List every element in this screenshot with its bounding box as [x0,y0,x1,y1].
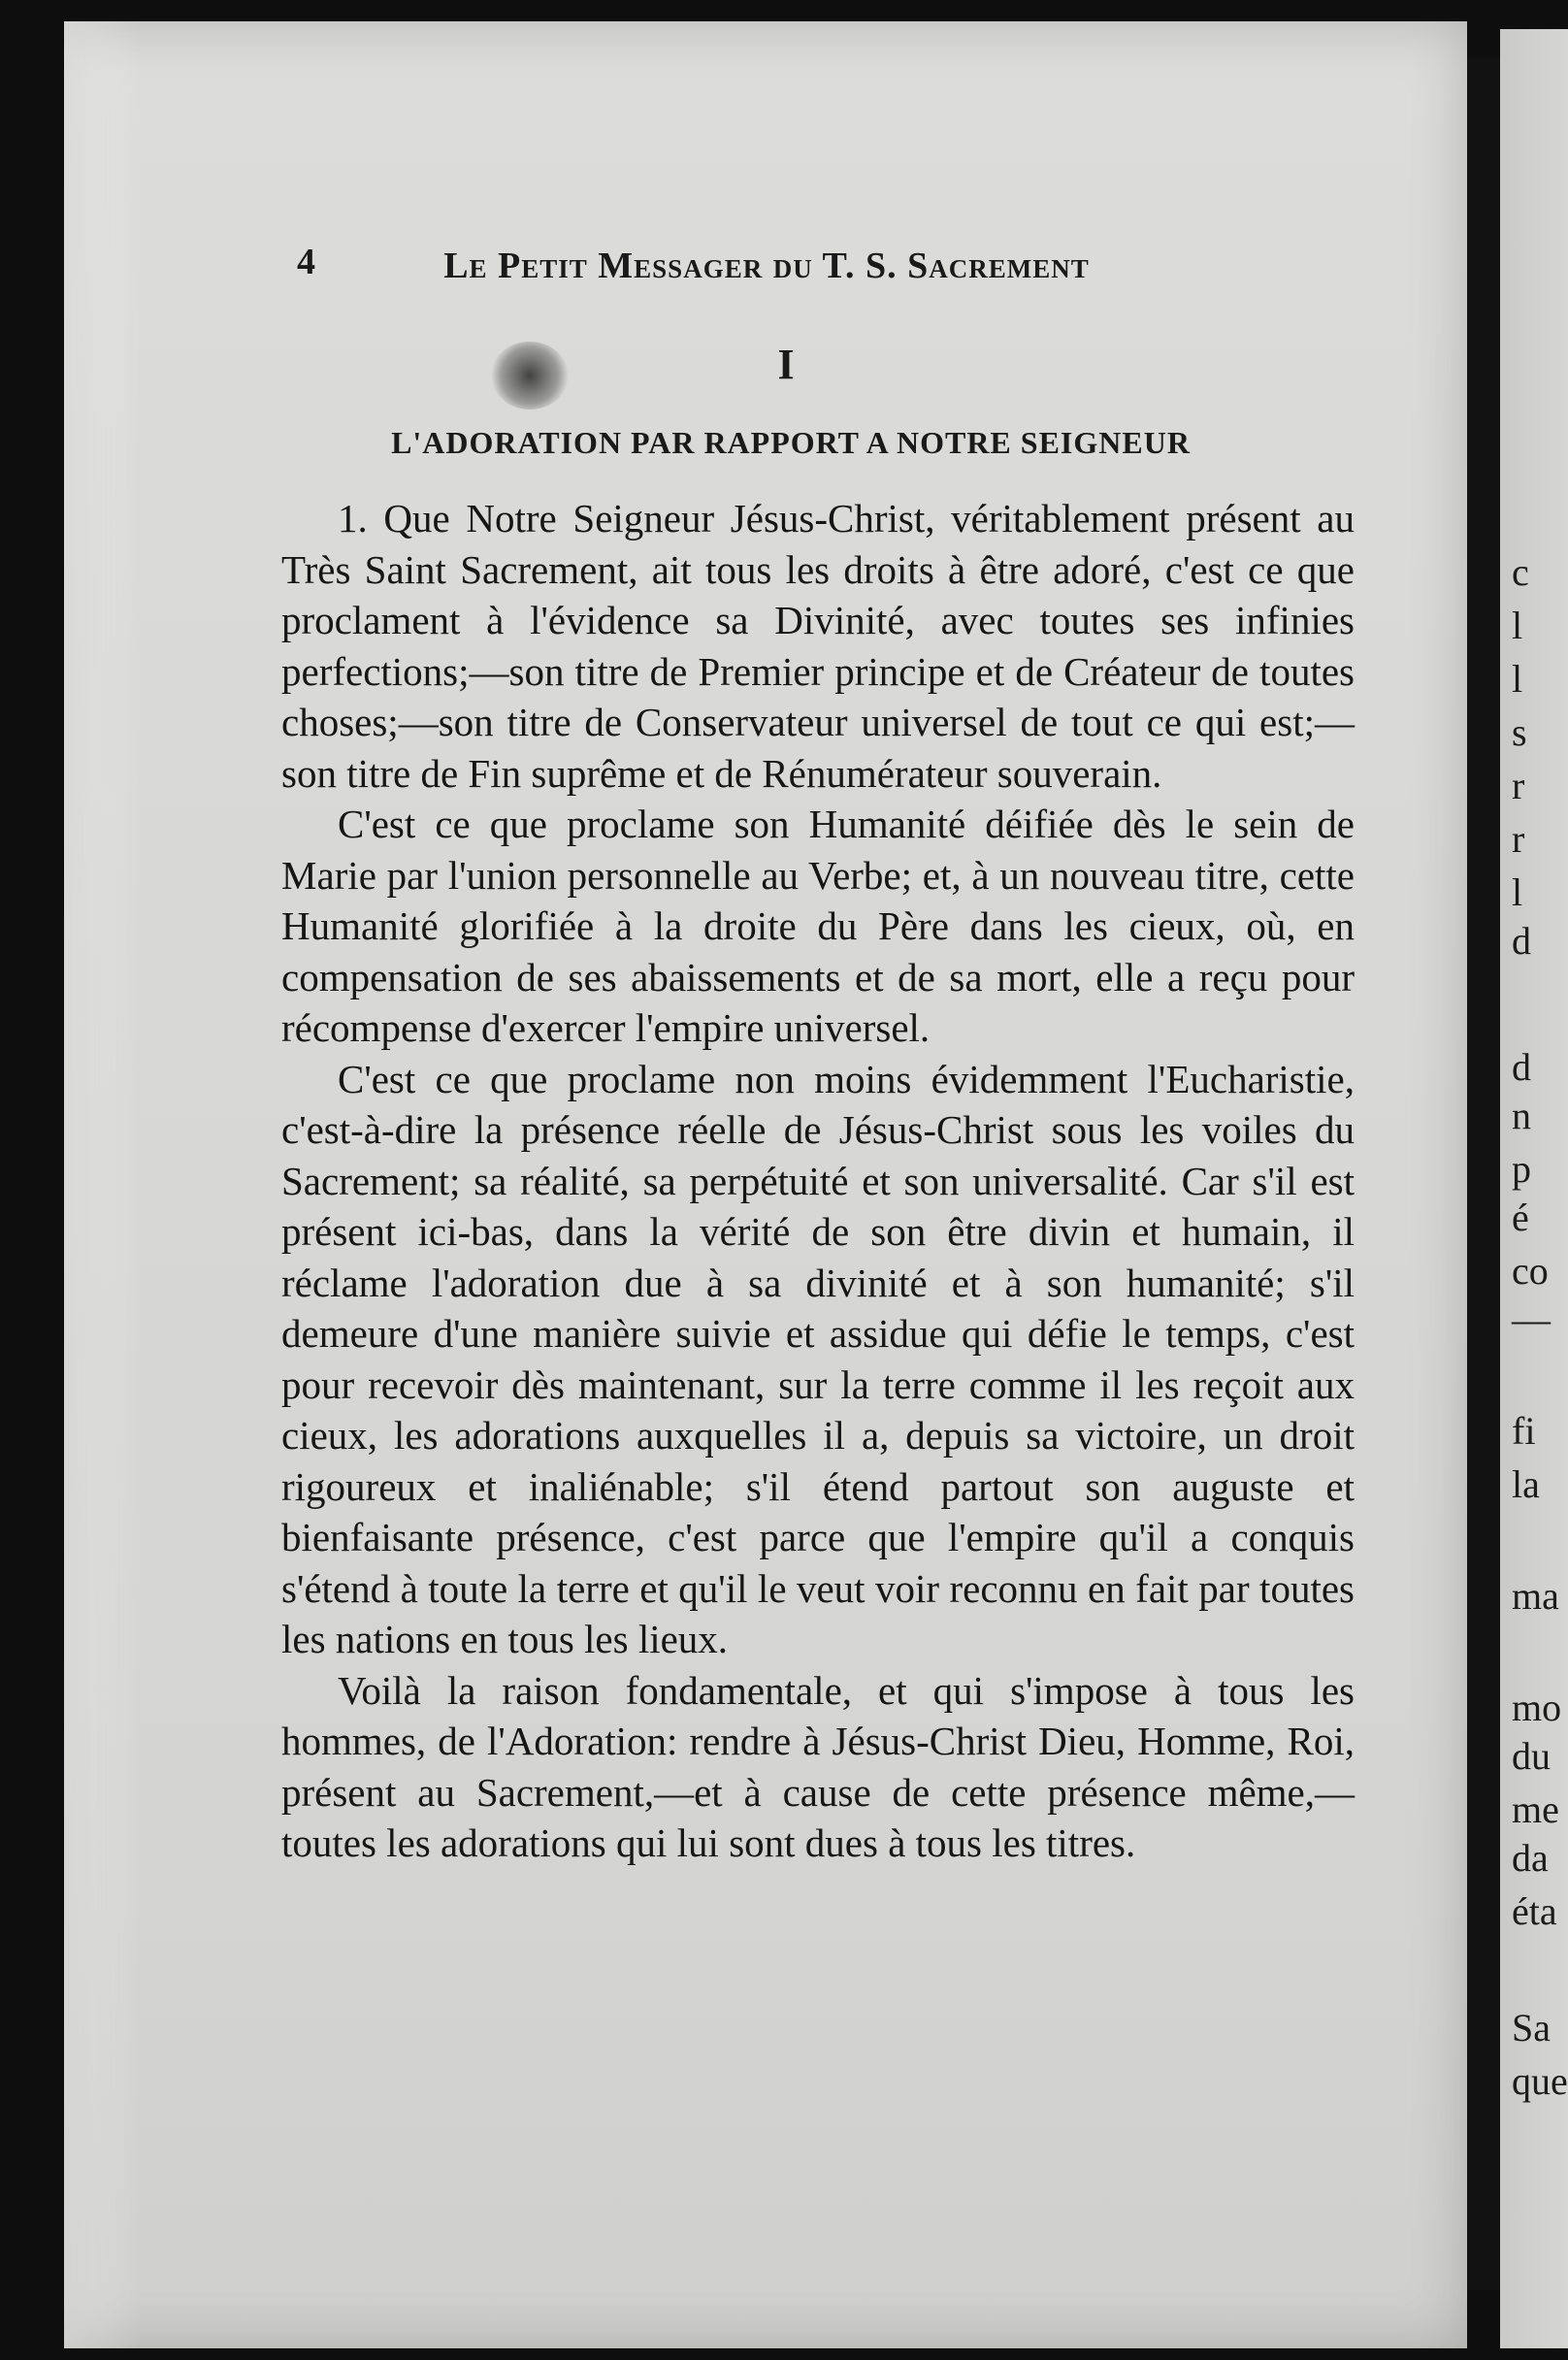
next-page-fragment: Sa [1512,2006,1551,2049]
paragraph: 1. Que Notre Seigneur Jésus-Christ, véritablement présent au Très Saint Sacrement, ait tous les droits à être adoré, c'est ce que proclament à l'évidence sa Divinité, avec toutes ses infinies perfections;—son titre de Premier principe et de Créateur de toutes choses;—son titre de Conservateur universel de tout ce qui est;—son titre de Fin suprême et de Rénumérateur souverain. [281,496,1355,796]
next-page-fragment: éta [1512,1889,1557,1933]
running-title: Le Petit Messager du T. S. Sacrement [443,246,1090,286]
page-number: 4 [297,242,315,282]
next-page-fragment: ma [1512,1574,1559,1618]
paragraph: C'est ce que proclame son Humanité déifiée dès le sein de Marie par l'union personnelle au Verbe; et, à un nouveau titre, cette Humanité glorifiée à la droite du Père dans les cieux, où, en compensation de ses abaissements et de sa mort, elle a reçu pour récompense d'exercer l'empire universel. [281,802,1355,1050]
next-page-fragment: s [1512,710,1527,754]
next-page-fragment: da [1512,1836,1549,1880]
section-numeral: I [777,341,795,388]
next-page-fragment: me [1512,1787,1559,1831]
next-page-fragment: p [1512,1147,1531,1191]
next-page-fragment: r [1512,817,1525,861]
paragraph: Voilà la raison fondamentale, et qui s'impose à tous les hommes, de l'Adoration: rendre à Jésus-Christ Dieu, Homme, Roi, présent au Sacrement,—et à cause de cette présence même,—toutes les adorations qui lui sont dues à tous les titres. [281,1667,1355,1865]
next-page-fragment: l [1512,870,1523,914]
body-text [281,493,1355,1869]
next-page-fragment: c [1512,550,1529,594]
next-page-fragment: mo [1512,1686,1562,1729]
ink-smudge [491,342,569,410]
next-page-fragment: que [1512,2059,1568,2103]
page-gutter [1467,58,1500,2290]
adjacent-page-edge [1500,29,1568,2348]
next-page-fragment: n [1512,1094,1531,1137]
section-title: L'ADORATION PAR RAPPORT A NOTRE SEIGNEUR [391,425,1191,460]
next-page-fragment: co [1512,1249,1549,1293]
paragraph: C'est ce que proclame non moins évidemment l'Eucharistie, c'est-à-dire la présence réelle de Jésus-Christ sous les voiles du Sacrement; sa réalité, sa perpétuité et son universalité. Car s'il est présent ici-bas, dans la vérité de son être divin et humain, il réclame l'adoration due à sa divinité et à son humanité; s'il demeure d'une manière suivie et assidue qui défie le temps, c'est pour recevoir dès maintenant, sur la terre comme il les reçoit aux cieux, les adorations auxquelles il a, depuis sa victoire, un droit rigoureux et inaliénable; s'il étend partout son auguste et bienfaisante présence, c'est parce que l'empire qu'il a conquis s'étend à toute la terre et qu'il le veut voir reconnu en fait par toutes les nations en tous les lieux. [281,1056,1355,1661]
next-page-fragment: r [1512,764,1525,807]
next-page-fragment: la [1512,1462,1540,1506]
next-page-fragment: — [1512,1297,1551,1341]
next-page-fragment: l [1512,657,1523,701]
next-page-fragment: d [1512,1045,1531,1089]
next-page-fragment: d [1512,919,1531,963]
next-page-fragment: fi [1512,1409,1536,1453]
next-page-fragment: é [1512,1196,1529,1239]
next-page-fragment: du [1512,1734,1551,1778]
next-page-fragment: l [1512,604,1523,647]
